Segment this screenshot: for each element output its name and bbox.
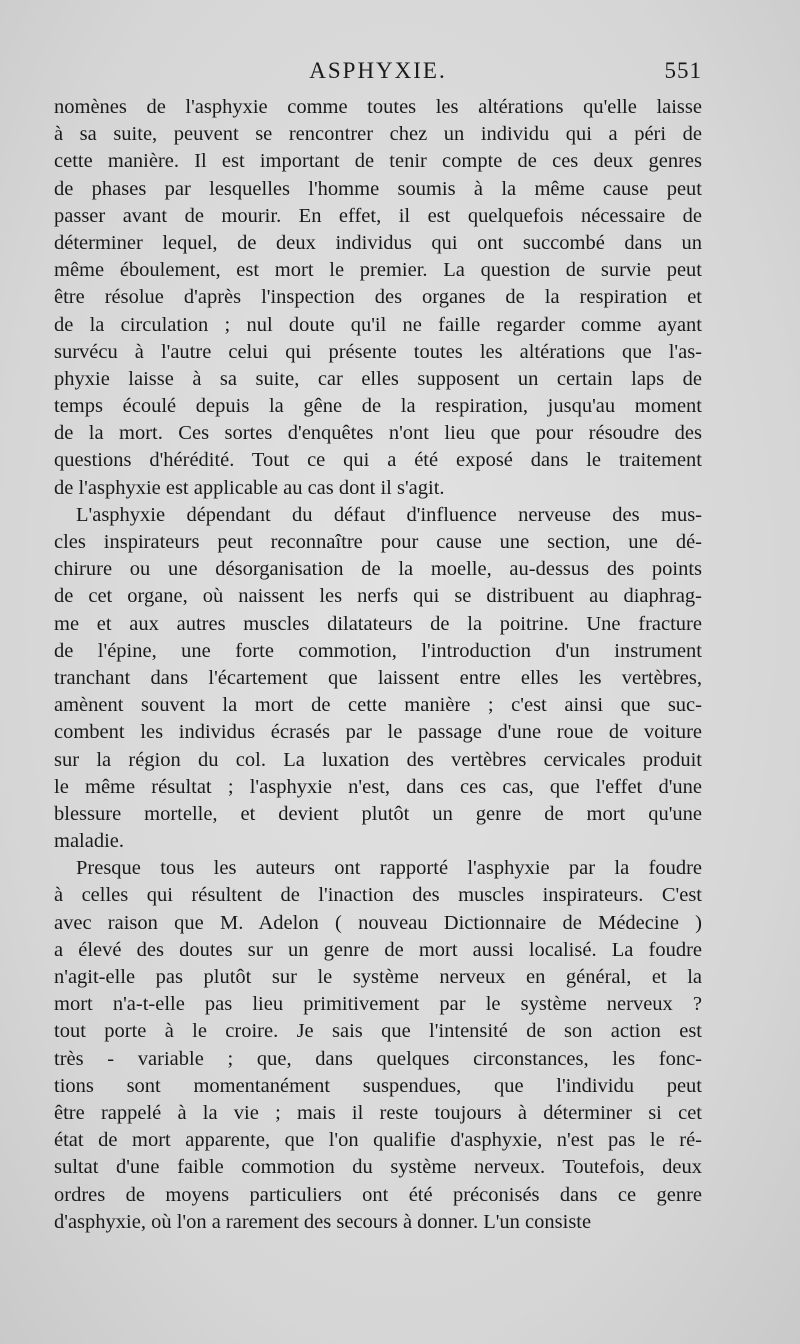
text-line: tranchant dans l'écartement que laissent entre elles les vertèbres,: [54, 666, 702, 689]
text-line: a élevé des doutes sur un genre de mort aussi localisé. La foudre: [54, 938, 702, 961]
text-line: tout porte à le croire. Je sais que l'intensité de son action est: [54, 1020, 702, 1043]
book-page: [54, 56, 702, 1236]
text-line: de cet organe, où naissent les nerfs qui se distribuent au diaphrag-: [54, 585, 702, 608]
text-line: de l'asphyxie est applicable au cas dont il s'agit.: [54, 476, 445, 499]
text-line: cles inspirateurs peut reconnaître pour cause une section, une dé-: [54, 531, 702, 553]
text-line: survécu à l'autre celui qui présente toutes les altérations que l'as-: [54, 340, 702, 363]
text-line: cette manière. Il est important de tenir compte de ces deux genres: [54, 150, 702, 173]
text-line: de la mort. Ces sortes d'enquêtes n'ont lieu que pour résoudre des: [54, 422, 702, 445]
text-line: de l'épine, une forte commotion, l'introduction d'un instrument: [54, 639, 702, 662]
text-line: combent les individus écrasés par le passage d'une roue de voiture: [54, 721, 702, 744]
text-line: questions d'hérédité. Tout ce qui a été exposé dans le traitement: [54, 449, 702, 472]
text-line: être résolue d'après l'inspection des organes de la respiration et: [54, 286, 702, 309]
text-line: mort n'a-t-elle pas lieu primitivement par le système nerveux ?: [54, 993, 702, 1016]
paragraph: [54, 94, 702, 502]
running-head: [54, 56, 702, 90]
text-line: sur la région du col. La luxation des vertèbres cervicales produit: [54, 748, 702, 771]
text-line: sultat d'une faible commotion du système nerveux. Toutefois, deux: [54, 1156, 702, 1179]
page-number: 551: [664, 58, 702, 83]
text-line: même éboulement, est mort le premier. La question de survie peut: [54, 259, 702, 282]
text-line: de la circulation ; nul doute qu'il ne faille regarder comme ayant: [54, 313, 702, 336]
text-line: Presque tous les auteurs ont rapporté l'asphyxie par la foudre: [76, 857, 702, 880]
text-line: ordres de moyens particuliers ont été préconisés dans ce genre: [54, 1183, 702, 1206]
text-line: L'asphyxie dépendant du défaut d'influence nerveuse des mus-: [76, 503, 702, 526]
text-line: phyxie laisse à sa suite, car elles supposent un certain laps de: [54, 367, 702, 390]
text-line: déterminer lequel, de deux individus qui ont succombé dans un: [54, 231, 702, 254]
running-title: ASPHYXIE.: [309, 58, 447, 83]
text-line: temps écoulé depuis la gêne de la respiration, jusqu'au moment: [54, 395, 702, 418]
text-line: chirure ou une désorganisation de la moelle, au-dessus des points: [54, 558, 702, 581]
text-line: être rappelé à la vie ; mais il reste toujours à déterminer si cet: [54, 1101, 702, 1124]
text-line: avec raison que M. Adelon ( nouveau Dictionnaire de Médecine ): [54, 911, 702, 934]
paragraph: [54, 502, 702, 855]
text-line: n'agit-elle pas plutôt sur le système nerveux en général, et la: [54, 966, 702, 988]
text-line: nomènes de l'asphyxie comme toutes les altérations qu'elle laisse: [54, 96, 702, 118]
text-line: à celles qui résultent de l'inaction des muscles inspirateurs. C'est: [54, 884, 702, 907]
text-line: amènent souvent la mort de cette manière ; c'est ainsi que suc-: [54, 694, 702, 717]
text-line: très - variable ; que, dans quelques circonstances, les fonc-: [54, 1047, 702, 1070]
text-line: le même résultat ; l'asphyxie n'est, dans ces cas, que l'effet d'une: [54, 775, 702, 798]
text-line: d'asphyxie, où l'on a rarement des secours à donner. L'un consiste: [54, 1210, 592, 1233]
text-line: de phases par lesquelles l'homme soumis à la même cause peut: [54, 177, 702, 200]
text-line: état de mort apparente, que l'on qualifie d'asphyxie, n'est pas le ré-: [54, 1129, 702, 1152]
text-line: tions sont momentanément suspendues, que l'individu peut: [54, 1074, 702, 1097]
body-text: [54, 94, 702, 1236]
paragraph: [54, 855, 702, 1236]
text-line: me et aux autres muscles dilatateurs de la poitrine. Une fracture: [54, 612, 702, 635]
text-line: passer avant de mourir. En effet, il est quelquefois nécessaire de: [54, 204, 702, 227]
text-line: à sa suite, peuvent se rencontrer chez un individu qui a péri de: [54, 123, 702, 146]
text-line: maladie.: [54, 830, 125, 853]
text-line: blessure mortelle, et devient plutôt un genre de mort qu'une: [54, 802, 702, 825]
